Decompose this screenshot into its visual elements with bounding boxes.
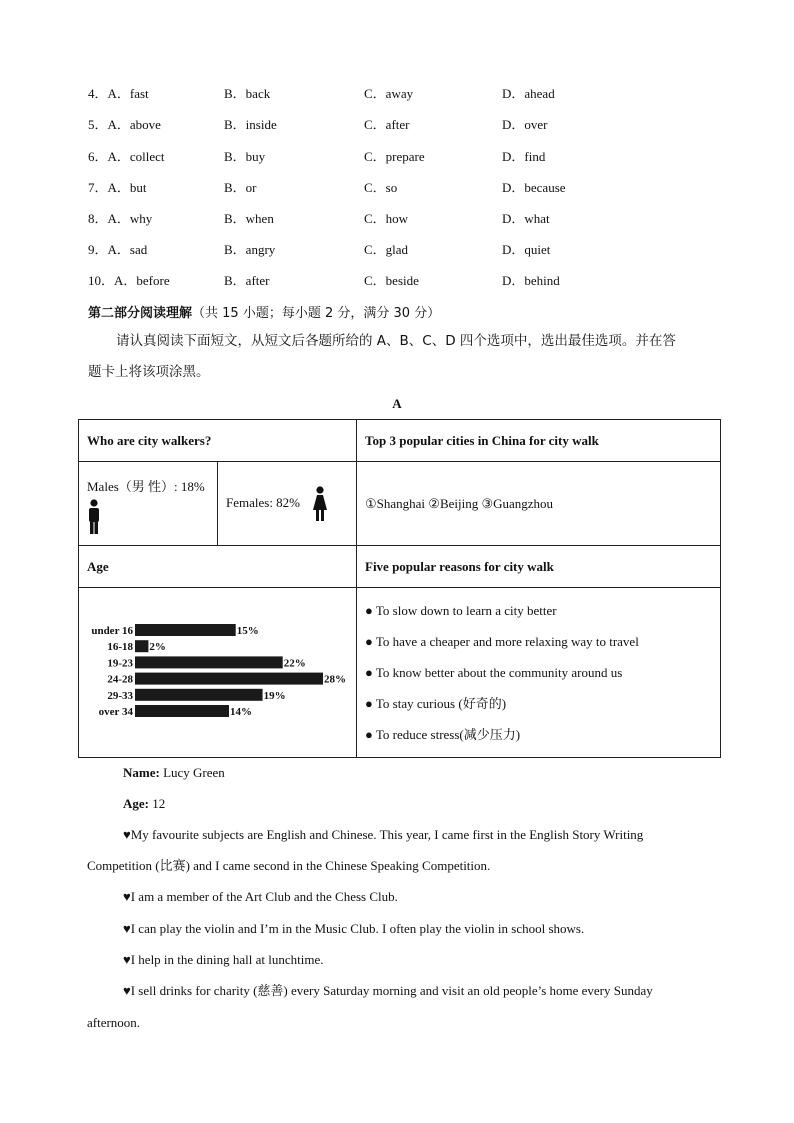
bar	[135, 640, 148, 652]
table-row	[79, 462, 721, 546]
age-chart-cell	[79, 588, 357, 758]
option-row-9	[88, 239, 708, 259]
bar	[135, 656, 283, 668]
option-b: B．or	[224, 180, 257, 195]
option-row-10	[88, 270, 708, 290]
bar	[135, 673, 323, 685]
question-number: 10．A．	[88, 273, 137, 288]
option-b: B．back	[224, 86, 271, 101]
cities-list: ①Shanghai ②Beijing ③Guangzhou	[357, 462, 721, 546]
age-line	[87, 794, 753, 814]
name-label: Name:	[123, 765, 160, 780]
data-label: 22%	[283, 657, 306, 670]
city-walk-table	[78, 419, 721, 758]
females-stat: Females: 82%	[226, 494, 301, 510]
option-row-5	[88, 114, 708, 134]
option-a	[88, 177, 147, 196]
paragraph-subjects: ♥My favourite subjects are English and Chinese. This year, I came first in the English Story Writing	[123, 827, 644, 842]
option-a	[88, 146, 165, 165]
name-line	[87, 763, 753, 783]
bar	[135, 624, 236, 636]
option-a	[88, 83, 149, 102]
reasons-list	[365, 595, 712, 750]
option-d: D．behind	[502, 273, 560, 288]
option-d: D．what	[502, 211, 550, 226]
section-heading	[88, 302, 440, 321]
female-icon	[311, 486, 329, 522]
tick-label: under 16	[91, 625, 133, 637]
paragraph-dining: ♥I help in the dining hall at lunchtime.	[123, 952, 324, 967]
data-label: 15%	[236, 625, 259, 637]
option-c: C．beside	[364, 273, 419, 288]
reason-item: ● To stay curious (好奇的)	[365, 696, 507, 711]
option-c: C．so	[364, 180, 398, 195]
name-value: Lucy Green	[159, 765, 225, 780]
option-c: C．prepare	[364, 149, 425, 164]
option-a-text: collect	[129, 149, 165, 164]
option-a-text: why	[129, 211, 153, 226]
question-number: 8．A．	[88, 211, 130, 226]
option-a	[88, 114, 161, 133]
question-number: 9．A．	[88, 242, 130, 257]
tick-label: over 34	[98, 706, 133, 718]
option-a	[88, 208, 152, 227]
option-a-text: but	[129, 180, 147, 195]
cities-header: Top 3 popular cities in China for city walk	[357, 420, 721, 462]
data-label: 14%	[230, 706, 252, 718]
data-label: 28%	[324, 673, 346, 686]
instruction-line-2: 题卡上将该项涂黑。	[88, 364, 210, 380]
tick-label: 24-28	[107, 673, 133, 686]
reasons-header: Five popular reasons for city walk	[357, 546, 721, 588]
question-number: 6．A．	[88, 149, 130, 164]
option-d: D．ahead	[502, 86, 555, 101]
reason-item: ● To slow down to learn a city better	[365, 603, 557, 618]
option-d: D．find	[502, 149, 546, 164]
instruction-line-1: 请认真阅读下面短文，从短文后各题所给的 A、B、C、D 四个选项中，选出最佳选项。并在答	[116, 333, 676, 349]
bar	[135, 705, 229, 717]
option-b: B．inside	[224, 117, 277, 132]
age-value: 12	[149, 796, 166, 811]
reason-item: ● To know better about the community around us	[365, 665, 623, 680]
tick-label: 16-18	[107, 641, 133, 654]
option-d: D．over	[502, 117, 548, 132]
option-b: B．angry	[224, 242, 276, 257]
age-label: Age:	[123, 796, 149, 811]
option-row-4	[88, 83, 708, 103]
age-header: Age	[79, 546, 357, 588]
males-stat: Males（男 性）: 18%	[87, 479, 205, 494]
option-b: B．when	[224, 211, 274, 226]
option-c: C．away	[364, 86, 414, 101]
paragraph-clubs: ♥I am a member of the Art Club and the Chess Club.	[123, 889, 398, 904]
option-a	[88, 270, 170, 289]
section-score-note: （共 15 小题；每小题 2 分，满分 30 分）	[192, 306, 441, 321]
paragraph-charity-cont: afternoon.	[87, 1015, 141, 1030]
male-icon	[87, 499, 101, 535]
tick-label: 19-23	[107, 657, 133, 670]
option-row-6	[88, 146, 708, 166]
option-a-text: above	[129, 117, 161, 132]
table-row	[79, 588, 721, 758]
option-d: D．because	[502, 180, 566, 195]
table-row	[79, 546, 721, 588]
option-b: B．after	[224, 273, 270, 288]
paragraph-violin: ♥I can play the violin and I’m in the Music Club. I often play the violin in school shows.	[123, 921, 585, 936]
reason-item: ● To reduce stress(减少压力)	[365, 727, 521, 742]
option-a-text: fast	[129, 86, 149, 101]
data-label: 19%	[263, 689, 286, 702]
females-cell	[218, 462, 357, 546]
table-row	[79, 420, 721, 462]
option-a	[88, 239, 147, 258]
option-b: B．buy	[224, 149, 266, 164]
tick-label: 29-33	[107, 689, 133, 702]
question-number: 5．A．	[88, 117, 130, 132]
option-d: D．quiet	[502, 242, 551, 257]
paragraph-charity: ♥I sell drinks for charity (慈善) every Saturday morning and visit an old people’s home every Sunday	[123, 983, 653, 998]
option-row-8	[88, 208, 708, 228]
option-c: C．after	[364, 117, 410, 132]
option-a-text: before	[136, 273, 170, 288]
option-a-text: sad	[129, 242, 148, 257]
option-row-7	[88, 177, 708, 197]
option-c: C．how	[364, 211, 409, 226]
age-bar-chart	[79, 588, 356, 753]
who-header: Who are city walkers?	[79, 420, 357, 462]
bar	[135, 689, 263, 701]
question-number: 4．A．	[88, 86, 130, 101]
section-title: 第二部分阅读理解	[88, 306, 193, 321]
question-number: 7．A．	[88, 180, 130, 195]
paragraph-subjects-cont: Competition (比赛) and I came second in the Chinese Speaking Competition.	[87, 858, 491, 873]
passage-label: A	[392, 396, 402, 411]
reason-item: ● To have a cheaper and more relaxing way to travel	[365, 634, 639, 649]
data-label: 2%	[149, 641, 166, 654]
option-c: C．glad	[364, 242, 409, 257]
males-cell	[79, 462, 218, 546]
reasons-cell	[357, 588, 721, 758]
